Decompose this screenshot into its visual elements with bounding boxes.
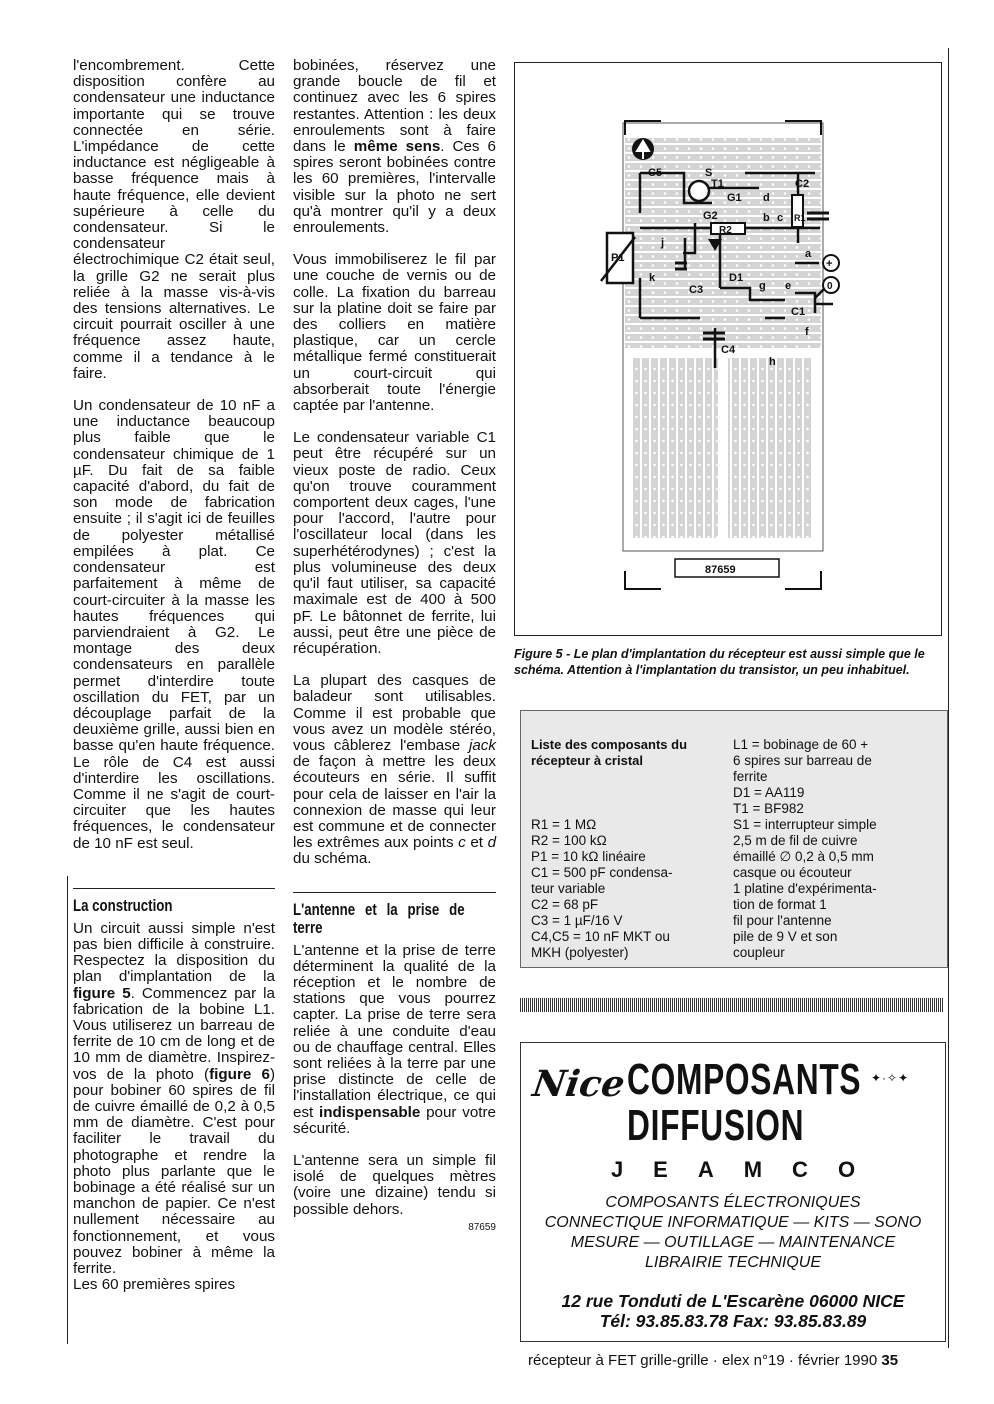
label-s: S [705, 167, 713, 179]
text-run: et [465, 834, 488, 852]
parts-item: C1 = 500 pF condensa- [531, 865, 673, 880]
paragraph [293, 673, 496, 867]
parts-list-left [531, 737, 721, 961]
footer-text: récepteur à FET grille-grille · elex n°19 · février 1990 [528, 1352, 878, 1369]
parts-item: MKH (polyester) [531, 945, 629, 960]
parts-item: R1 = 1 MΩ [531, 817, 597, 832]
ad-address-block [521, 1291, 945, 1331]
parts-item: D1 = AA119 [733, 785, 805, 800]
pcb-layout-diagram [515, 63, 941, 635]
text-run: . Commencez par la fabrication de la bobine L1. Vous utiliserez un barreau de ferrite de 10 cm de long et de 10 mm de diamètre. Inspirez-vos de la photo ( [73, 984, 275, 1083]
paragraph: Le condensateur variable C1 peut être récupéré sur un vieux poste de radio. Ceux qu'on trouve couramment comportent deux cages, l'une pour l'accord, l'autre pour l'oscillateur local (dans les superhétérodynes) ; c'est la plus volumineuse des deux qu'il faut utiliser, sa capacité maximale est de 400 à 500 pF. Le bâtonnet de ferrite, lui aussi, peut être une pièce de récupération. [293, 429, 496, 657]
label-c: c [777, 212, 784, 224]
label-r1: R1 [794, 213, 806, 223]
label-k: k [649, 272, 656, 284]
parts-item: C2 = 68 pF [531, 897, 599, 912]
parts-list-box [520, 710, 948, 968]
emphasis: d [487, 834, 497, 852]
label-g2: G2 [703, 210, 718, 222]
label-c1: C1 [791, 306, 806, 318]
label-c4: C4 [721, 344, 736, 356]
label-e: e [785, 280, 792, 292]
ad-brand: JEAMCO [610, 1157, 886, 1182]
label-d1: D1 [729, 272, 744, 284]
figure-reference: figure 6 [209, 1065, 270, 1083]
parts-item: P1 = 10 kΩ linéaire [531, 849, 646, 864]
label-c2: C2 [795, 178, 810, 190]
text-column-2 [293, 58, 496, 1236]
section-heading-wrap [73, 888, 275, 915]
hatched-divider [520, 998, 944, 1012]
parts-item: tion de format 1 [733, 897, 827, 912]
label-a: a [805, 248, 812, 260]
parts-item: pile de 9 V et son [733, 929, 838, 944]
figure-caption: Figure 5 - Le plan d'implantation du récepteur est aussi simple que le schéma. Attention à l'implantation du transistor, un peu inhabituel. [514, 647, 925, 677]
label-c5: C5 [648, 167, 663, 179]
parts-item: 6 spires sur barreau de [733, 753, 872, 768]
figure-5-layout [514, 62, 942, 636]
parts-item: casque ou écouteur [733, 865, 852, 880]
column-rule-left [67, 876, 68, 1344]
parts-item: émaillé ∅ 0,2 à 0,5 mm [733, 849, 874, 864]
parts-item: C3 = 1 µF/16 V [531, 913, 623, 928]
label-b: b [763, 212, 770, 224]
parts-item: L1 = bobinage de 60 + [733, 737, 869, 752]
text-run: de façon à mettre les deux écouteurs en série. Il suffit pour cela de laisser en l'air la connexion de masse qui leur est commune et de connecter les extrêmes aux points [293, 753, 496, 852]
text-run: du schéma. [293, 850, 372, 868]
text-run: . Ces 6 spires seront bobinées contre les 60 premières, l'intervalle visible sur la photo ne sert qu'à montrer qu'il y a deux enroulements. [293, 138, 496, 237]
label-f: f [805, 326, 809, 338]
parts-item: C4,C5 = 10 nF MKT ou [531, 929, 670, 944]
ad-company-name-line1: COMPOSANTS [627, 1055, 862, 1104]
text-run: ) pour bobiner 60 spires de fil de cuivre émaillé de 0,2 à 0,5 mm de diamètre. C'est pour faciliter le travail du photographe et rendre la photo plus parlante que le bobinage a été réalisé sur un manchon de papier. Ce n'est nullement nécessaire au fonctionnement, et vous pouvez bobiner à même la ferrite. [73, 1065, 275, 1278]
paragraph [293, 943, 496, 1137]
paragraph: Vous immobiliserez le fil par une couche de vernis ou de colle. La fixation du barreau sur la platine doit se faire par des colliers en matière plastique, car un cercle métallique fermé constituerait un court-circuit qui absorberait toute l'énergie captée par l'antenne. [293, 251, 496, 415]
parts-list-right [733, 737, 933, 961]
label-t1: T1 [711, 178, 724, 190]
section-heading-construction: La construction [73, 895, 173, 915]
parts-item: S1 = interrupteur simple [733, 817, 877, 832]
text-run: L'antenne et la prise de terre déterminent la qualité de la réception et le nombre de stations que vous pourrez capter. La prise de terre sera reliée à une conduite d'eau ou de chauffage central. Elles sont reliées à la terre par une prise distincte de celle de l'installation électrique, ce qui est [293, 941, 496, 1121]
parts-item: ferrite [733, 769, 768, 784]
parts-list-title: Liste des composants du récepteur à cristal [531, 737, 688, 768]
section-heading-antenna: L'antenne et la prise de terre [293, 899, 465, 937]
parts-item: 1 platine d'expérimenta- [733, 881, 877, 896]
article-reference: 87659 [468, 1221, 496, 1233]
page-number: 35 [881, 1352, 899, 1369]
ad-phone: Tél: 93.85.83.78 Fax: 93.85.83.89 [599, 1311, 867, 1331]
ad-service-line: MESURE — OUTILLAGE — MAINTENANCE [570, 1234, 896, 1251]
ad-logo: Nice [530, 1063, 628, 1105]
label-r2: R2 [719, 225, 732, 236]
label-p1: P1 [611, 252, 625, 264]
paragraph: Les 60 premières spires [73, 1276, 236, 1294]
sparkle-icon: ✦·✧✦ [871, 1071, 910, 1085]
text-run: Un circuit aussi simple n'est pas bien difficile à construire. Respectez la disposition du plan d'implantation de la [73, 919, 275, 986]
label-d: d [763, 192, 770, 204]
column-rule-right [948, 48, 949, 1348]
parts-item: R2 = 100 kΩ [531, 833, 607, 848]
ad-service-line: COMPOSANTS ÉLECTRONIQUES [605, 1194, 861, 1211]
paragraph: L'antenne sera un simple fil isolé de quelques mètres (voire une dizaine) tendu si possible dehors. [293, 1151, 496, 1218]
text-run: pour votre sécurité. [293, 1103, 496, 1137]
text-run: bobinées, réservez une grande boucle de fil et continuez avec les 6 spires restantes. Attention : les deux enroulements sont à faire dans le [293, 57, 496, 156]
parts-item: 2,5 m de fil de cuivre [733, 833, 858, 848]
paragraph: l'encombrement. Cette disposition confère au condensateur une inductance importante qui se trouve connectée en série. L'impédance de cette inductance est négligeable à basse fréquence mais à haute fréquence, elle devient supérieure à celle du condensateur. Si le condensateur électrochimique C2 était seul, la grille G2 ne serait plus reliée à la masse vis-à-vis des tensions alternatives. Le circuit pourrait osciller à une fréquence assez haute, comme il a tendance à le faire. [73, 57, 275, 382]
label-zero: 0 [827, 281, 833, 292]
label-h: h [769, 356, 776, 368]
section-heading-wrap [293, 892, 496, 937]
emphasis: indispensable [319, 1103, 421, 1121]
figure-reference: figure 5 [73, 984, 131, 1002]
page-footer [528, 1352, 898, 1369]
paragraph [293, 58, 496, 236]
label-plus: + [826, 258, 833, 270]
ad-company-name-line2: DIFFUSION [627, 1101, 805, 1150]
board-code: 87659 [705, 564, 736, 576]
parts-item: teur variable [531, 881, 606, 896]
paragraph [73, 921, 275, 1277]
parts-item: T1 = BF982 [733, 801, 804, 816]
text-run: La plupart des casques de baladeur sont utilisables. Comme il est probable que vous avez un modèle stéréo, vous câblerez l'embase [293, 672, 496, 754]
label-g: g [759, 280, 766, 292]
advertisement [520, 1042, 946, 1342]
parts-item: fil pour l'antenne [733, 913, 832, 928]
label-c3: C3 [689, 284, 704, 296]
ad-address: 12 rue Tonduti de L'Escarène 06000 NICE [561, 1291, 905, 1311]
label-j: j [661, 237, 665, 249]
emphasis: même sens [353, 138, 441, 156]
text-column-1 [73, 58, 275, 1293]
ad-service-line: CONNECTIQUE INFORMATIQUE — KITS — SONO [544, 1214, 922, 1231]
parts-item: coupleur [733, 945, 785, 960]
ad-service-line: LIBRAIRIE TECHNIQUE [644, 1254, 822, 1271]
emphasis: c [458, 834, 466, 852]
emphasis: jack [468, 736, 496, 754]
label-g1: G1 [727, 192, 742, 204]
paragraph: Un condensateur de 10 nF a une inductance beaucoup plus faible que le condensateur chimique de 1 µF. Du fait de sa faible capacité d'abord, du fait de son mode de fabrication ensuite ; il s'agit ici de feuilles de polyester métallisé empilées à plat. Ce condensateur est parfaitement à même de court-circuiter à la masse les hautes fréquences qui parviendraient à G2. Le montage des deux condensateurs en parallèle permet d'interdire toute oscillation du FET, par un découplage parfait de la deuxième grille, aussi bien en basse qu'en haute fréquence. Le rôle de C4 est aussi d'interdire les oscillations. Comme il ne s'agit de court-circuiter que les hautes fréquences, le condensateur de 10 nF est seul. [73, 397, 275, 852]
